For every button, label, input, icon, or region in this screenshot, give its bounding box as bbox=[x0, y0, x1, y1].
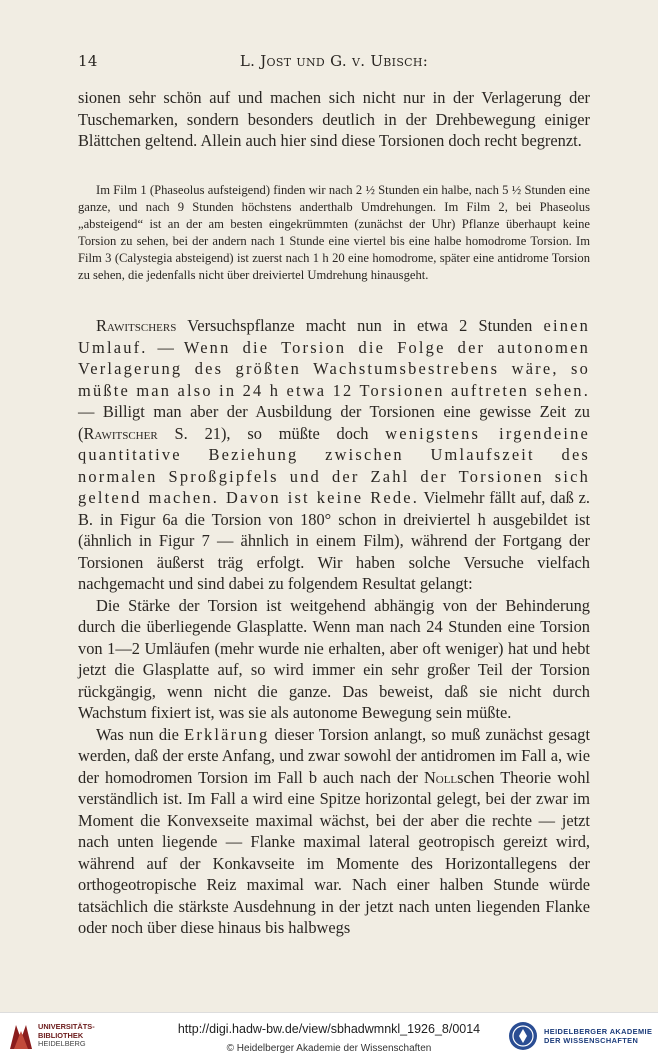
academy-name bbox=[544, 1027, 652, 1045]
footnote-block: Im Film 1 (Phaseolus aufsteigend) finden wir nach 2 ½ Stunden ein halbe, nach 5 ½ Stunden eine ganze, und nach 9 Stunden höchstens anderthalb Umdrehungen. Im Film 2, bei Phaseolus „absteigend“ ist an der am besten eingekrümmten (zunächst der Uhr) Pflanze überhaupt keine Torsion zu sehen, bei der andern nach 1 Stunde eine viertel bis eine halbe homodrome Torsion. Im Film 3 (Calystegia absteigend) ist zuerst nach 1 h 20 eine homodrome, später eine antidrome Torsion zu sehen, die jedenfalls nicht über dreiviertel Umdrehung hinausgeht. bbox=[78, 183, 590, 282]
paragraph-2 bbox=[78, 315, 590, 595]
p4-text-a: Was nun die bbox=[96, 724, 185, 744]
paragraph-1 bbox=[78, 87, 590, 152]
author-name-rawitscher: Rawitschers bbox=[96, 316, 177, 335]
p2-spaced-i: wenigstens irgendeine quantitative Beziehung zwischen Umlaufszeit des normalen Sproßgipfels und der Zahl der Torsionen sich geltend machen. Davon ist keine Rede. bbox=[78, 423, 590, 507]
paragraph-4 bbox=[78, 724, 590, 939]
p2-text-j: Vielmehr fällt auf, daß z. B. in Figur 6a die Torsion von 180° schon in dreiviertel h ausgebildet ist (ähnlich in Figur 7 — ähnlich in einem Film), während der Fortgang der Torsionen äußerst träg erfolgt. Wir haben solche Versuche vielfach nachgemacht und sind dabei zu folgendem Resultat gelangt: bbox=[78, 488, 590, 593]
p2-spaced-c: einen Umlauf. bbox=[78, 316, 590, 357]
running-title: L. Jost und G. v. Ubisch: bbox=[239, 52, 429, 70]
academy-seal-icon[interactable] bbox=[508, 1021, 538, 1051]
uni-name-line1: UNIVERSITÄTS- bbox=[38, 1022, 95, 1031]
p4-spaced-b: Erklärung bbox=[184, 724, 270, 744]
viewer-footer bbox=[0, 1012, 658, 1061]
author-name-noll: Noll bbox=[423, 767, 458, 787]
permalink-url[interactable]: http://digi.hadw-bw.de/view/sbhadwmnkl_1926_8/0014 bbox=[177, 1022, 481, 1036]
academy-name-line1: HEIDELBERGER AKADEMIE bbox=[544, 1027, 653, 1036]
p2-text-h: S. 21), so müßte doch bbox=[157, 423, 386, 443]
paragraph-3: Die Stärke der Torsion ist weitgehend abhängig von der Behinderung durch die überliegende Glasplatte. Wenn man nach 24 Stunden eine Torsion von 1—2 Umläufen (mehr wurde nie erhalten, aber oft weniger) hat und hebt jetzt die Glasplatte auf, so wird immer ein sehr großer Teil der Torsion rückgängig, wenn nicht die ganze. Das beweist, daß sie nicht durch Wachstum fixiert ist, was sie als autonome Bewegung sein müßte. bbox=[78, 595, 590, 722]
academy-name-line2: DER WISSENSCHAFTEN bbox=[544, 1036, 639, 1045]
p2-spaced-e: Wenn die Torsion die Folge der autonomen Verlagerung des größten Wachstumsbestrebens wäre, so müßte man also in 24 h etwa 12 Torsionen auftreten sehen. bbox=[78, 337, 590, 400]
paragraph-1-text: sionen sehr schön auf und machen sich nicht nur in der Verlagerung der Tuschemarken, sondern besonders deutlich in der Drehbewegung einiger Blättchen geltend. Allein auch hier sind diese Torsionen doch recht begrenzt. bbox=[78, 88, 590, 150]
p2-text-d: — bbox=[147, 337, 184, 357]
main-text bbox=[78, 315, 590, 939]
uni-name-line2: BIBLIOTHEK bbox=[38, 1030, 84, 1040]
page-number: 14 bbox=[78, 52, 98, 70]
copyright-notice: © Heidelberger Akademie der Wissenschaften bbox=[226, 1043, 432, 1054]
author-name-rawitscher-2: Rawitscher bbox=[83, 423, 158, 443]
p2-text-b: Versuchspflanze macht nun in etwa 2 Stunden bbox=[176, 316, 544, 335]
p4-text-e: schen Theorie wohl verständlich ist. Im Fall a wird eine Spitze horizontal gelegt, bei der zwar im Moment die Konvexseite maximal wächst, bei der aber die rechte — jetzt nach unten liegende — Flanke maximal lateral geotropisch gereizt wird, während auf der Konkavseite im Momente des Horizontallegens der orthogeotropische Reiz maximal war. Nach einer halben Stunde würde tatsächlich die stärkste Ausdehnung in der jetzt nach unten liegenden Flanke oder noch über diese hinaus bis halbwegs bbox=[78, 767, 590, 937]
p4-text-c: dieser Torsion anlangt, so muß zunächst gesagt werden, daß der erste Anfang, und zwar sowohl der antidromen im Fall a, wie der homodromen Torsion im Fall b auch nach der bbox=[78, 724, 590, 787]
uni-name-line3: HEIDELBERG bbox=[38, 1039, 86, 1049]
p2-text-f: — Billigt man aber der Ausbildung der Torsionen eine gewisse Zeit zu ( bbox=[78, 402, 590, 443]
